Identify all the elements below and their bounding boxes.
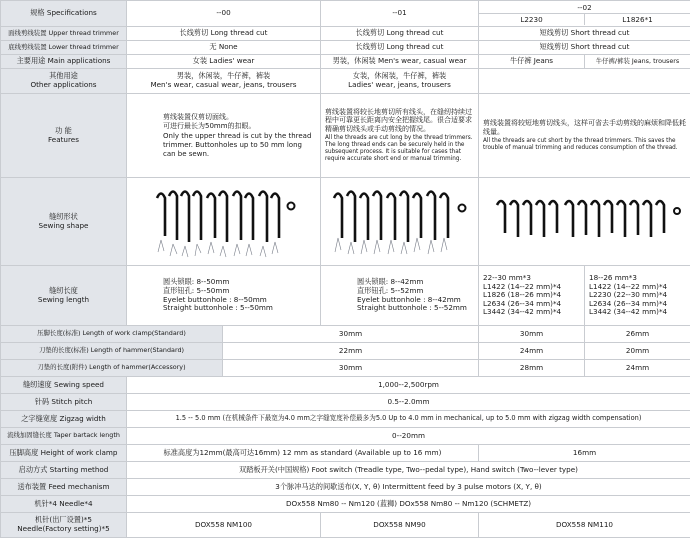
sewing-shape-01: [321, 178, 479, 266]
main-app-02b: 牛仔裤/裤装 Jeans, trousers: [585, 55, 690, 69]
other-app-01-en: Ladies' wear, jeans, trousers: [348, 80, 451, 89]
lower-trimmer-label: 底线剪线装置 Lower thread trimmer: [1, 41, 127, 55]
sewing-length-00: [127, 266, 321, 326]
sewing-length-02a-line: L1826 (18--26 mm)*4: [483, 290, 562, 300]
sewing-length-02a-line: 22--30 mm*3: [483, 272, 531, 282]
features-00-zh1: 剪线装置仅剪切面线。: [163, 112, 233, 121]
sewing-length-02b-line: L2634 (26--34 mm)*4: [589, 298, 668, 308]
sewing-length-00-line: Straight buttonhole : 5--50mm: [163, 303, 273, 313]
needle-factory-label-zh: 机针(出厂设置)*5: [35, 515, 92, 525]
sewing-speed-value: 1,000--2,500rpm: [127, 377, 690, 394]
clamp-height-02: 16mm: [479, 445, 690, 462]
other-app-01: [321, 69, 479, 94]
needle-value: DOx558 Nm80 -- Nm120 (蓝狮) DOx558 Nm80 -- Nm120 (SCHMETZ): [127, 496, 690, 513]
other-app-02: [479, 69, 690, 94]
col-02-sub-l2230: L2230: [479, 14, 585, 25]
hammer-acc-label: 刀垫的长度(附件) Length of hammer(Accessory): [1, 360, 223, 377]
features-02-zh: 剪线装置将较短地剪切线头，这样可省去手动剪线的麻烦和降低耗线量。: [483, 119, 686, 136]
sewing-length-02a: [479, 266, 585, 326]
sewing-length-02b: [585, 266, 690, 326]
hammer-std-02b: 20mm: [585, 343, 690, 360]
other-app-00: [127, 69, 321, 94]
row-clamp-height: [1, 445, 690, 462]
sewing-length-00-line: 圆头锁眼: 8--50mm: [163, 277, 230, 287]
hammer-acc-02a: 28mm: [479, 360, 585, 377]
features-label: [1, 94, 127, 178]
features-00-zh2: 可进行最长为50mm的扣眼。: [163, 122, 256, 131]
buttonhole-shapes-02-icon: [485, 197, 685, 247]
sewing-shape-label: [1, 178, 127, 266]
col-02-sub-l1826: L1826*1: [622, 15, 653, 24]
sewing-speed-label: 缝纫速度 Sewing speed: [1, 377, 127, 394]
col-02-title: --02: [577, 3, 592, 12]
row-needle: [1, 496, 690, 513]
features-02: [479, 94, 690, 178]
clamp-std-02b: 26mm: [585, 326, 690, 343]
row-clamp-standard: [1, 326, 690, 343]
features-01-zh: 剪线装置将较长地剪切所有线头，在缝纫持续过程中可靠更长距离内安全把握线尾。很合适要求精确剪切线头或手动剪线的情况。: [325, 107, 472, 134]
other-app-00-zh: 男装，休闲装，牛仔裤，裤装: [176, 71, 271, 81]
sewing-shape-00: [127, 178, 321, 266]
needle-factory-label: [1, 513, 127, 538]
other-app-label-en: Other applications: [30, 80, 97, 89]
row-sewing-speed: [1, 377, 690, 394]
sewing-length-02a-line: L2634 (26--34 mm)*4: [483, 298, 562, 308]
row-stitch-pitch: [1, 394, 690, 411]
feed-label: 送布装置 Feed mechanism: [1, 479, 127, 496]
row-lower-trimmer: [1, 41, 690, 55]
features-02-en: All the threads are cut short by the thread trimmers. This saves the trouble of manual trimming and reduces consumption of the thread.: [483, 137, 678, 151]
header-label: 规格 Specifications: [1, 1, 127, 27]
needle-factory-label-en: Needle(Factory setting)*5: [17, 524, 110, 533]
row-features: [1, 94, 690, 178]
zigzag-label: 之字缝宽度 Zigzag width: [1, 411, 127, 428]
upper-trimmer-00: 长线剪切 Long thread cut: [127, 27, 321, 41]
zigzag-value: 1.5 -- 5.0 mm (在机械条件下最宽为4.0 mm之字缝宽度补偿最多为5.0 Up to 4.0 mm in mechanical, up to 5.0 mm with zigzag width compensation): [127, 411, 690, 428]
main-app-01: 男装，休闲装 Men's wear, casual wear: [321, 55, 479, 69]
header-row: [1, 1, 690, 27]
other-app-00-en: Men's wear, casual wear, jeans, trousers: [150, 80, 297, 89]
lower-trimmer-00: 无 None: [127, 41, 321, 55]
sewing-length-02b-line: L3442 (34--42 mm)*4: [589, 307, 668, 317]
sewing-shape-label-en: Sewing shape: [38, 220, 89, 230]
features-00-en: Only the upper thread is cut by the thread trimmer. Buttonholes up to 50 mm long can be sewn.: [163, 132, 312, 158]
sewing-length-00-line: 直形钮孔: 5--50mm: [163, 285, 230, 295]
sewing-length-02b-line: 18--26 mm*3: [589, 272, 637, 282]
sewing-length-01: [321, 266, 479, 326]
clamp-height-label: 压脚高度 Height of work clamp: [1, 445, 127, 462]
sewing-shape-02: [479, 178, 690, 266]
row-sewing-shape: [1, 178, 690, 266]
main-app-02a: 牛仔裤 Jeans: [479, 55, 585, 69]
hammer-std-label: 刀垫的长度(标准) Length of hammer(Standard): [1, 343, 223, 360]
needle-factory-01: DOX558 NM90: [321, 513, 479, 538]
needle-factory-00: DOX558 NM100: [127, 513, 321, 538]
clamp-std-label: 压脚长度(标准) Length of work clamp(Standard): [1, 326, 223, 343]
col-02-header: [479, 1, 690, 27]
row-sewing-length: [1, 266, 690, 326]
sewing-length-02a-line: L3442 (34--42 mm)*4: [483, 307, 562, 317]
stitch-pitch-value: 0.5--2.0mm: [127, 394, 690, 411]
col-00-header: --00: [127, 1, 321, 27]
features-label-zh: 功 能: [55, 125, 72, 135]
features-01: [321, 94, 479, 178]
needle-label: 机针*4 Needle*4: [1, 496, 127, 513]
sewing-length-01-line: 直形钮孔: 5--52mm: [357, 285, 424, 295]
sewing-length-02b-line: L2230 (22--30 mm)*4: [589, 290, 668, 300]
row-upper-trimmer: [1, 27, 690, 41]
starting-value: 双踏板开关(中国规格) Foot switch (Treadle type, Two--pedal type), Hand switch (Two--lever type): [127, 462, 690, 479]
sewing-length-01-line: Eyelet buttonhole : 8--42mm: [357, 294, 461, 304]
buttonhole-shapes-00-icon: [149, 182, 299, 262]
sewing-length-01-line: 圆头锁眼: 8--42mm: [357, 277, 424, 287]
other-app-label: [1, 69, 127, 94]
col-01-header: --01: [321, 1, 479, 27]
sewing-length-label-en: Sewing length: [37, 294, 90, 304]
features-00: [127, 94, 321, 178]
hammer-acc-0001: 30mm: [223, 360, 479, 377]
lower-trimmer-02: 短线剪切 Short thread cut: [479, 41, 690, 55]
row-needle-factory: [1, 513, 690, 538]
row-starting-method: [1, 462, 690, 479]
row-hammer-standard: [1, 343, 690, 360]
sewing-shape-label-zh: 缝纫形状: [49, 211, 78, 221]
row-feed-mechanism: [1, 479, 690, 496]
hammer-acc-02b: 24mm: [585, 360, 690, 377]
hammer-std-02a: 24mm: [479, 343, 585, 360]
stitch-pitch-label: 针码 Stitch pitch: [1, 394, 127, 411]
sewing-length-00-line: Eyelet buttonhole : 8--50mm: [163, 294, 267, 304]
clamp-std-0001: 30mm: [223, 326, 479, 343]
needle-factory-02: DOX558 NM110: [479, 513, 690, 538]
row-hammer-accessory: [1, 360, 690, 377]
upper-trimmer-01: 长线剪切 Long thread cut: [321, 27, 479, 41]
other-app-01-zh: 女装，休闲装，牛仔裤，裤装: [352, 71, 447, 81]
taper-label: 流线加固缝长度 Taper bartack length: [1, 428, 127, 445]
sewing-length-label-zh: 缝纫长度: [49, 285, 78, 295]
upper-trimmer-02: 短线剪切 Short thread cut: [479, 27, 690, 41]
sewing-length-02a-line: L1422 (14--22 mm)*4: [483, 281, 562, 291]
clamp-std-02a: 30mm: [479, 326, 585, 343]
features-label-en: Features: [48, 134, 79, 144]
sewing-length-label: [1, 266, 127, 326]
row-other-applications: [1, 69, 690, 94]
hammer-std-0001: 22mm: [223, 343, 479, 360]
buttonhole-shapes-01-icon: [326, 182, 474, 262]
feed-value: 3个脉冲马达的间歇送布(X, Y, θ) Intermittent feed by 3 pulse motors (X, Y, θ): [127, 479, 690, 496]
sewing-length-02b-line: L1422 (14--22 mm)*4: [589, 281, 668, 291]
upper-trimmer-label: 面线剪线装置 Upper thread trimmer: [1, 27, 127, 41]
features-01-en: All the threads are cut long by the thread trimmers. The long thread ends can be securely held in the subsequent process. It is suitable for cases that require accurate short end or manual trimming.: [325, 134, 473, 163]
main-app-label: 主要用途 Main applications: [1, 55, 127, 69]
other-app-label-zh: 其他用途: [49, 71, 78, 81]
taper-value: 0--20mm: [127, 428, 690, 445]
lower-trimmer-01: 长线剪切 Long thread cut: [321, 41, 479, 55]
row-zigzag: [1, 411, 690, 428]
row-taper-bartack: [1, 428, 690, 445]
main-app-00: 女装 Ladies' wear: [127, 55, 321, 69]
clamp-height-0001: 标准高度为12mm(最高可达16mm) 12 mm as standard (Available up to 16 mm): [127, 445, 479, 462]
sewing-length-01-line: Straight buttonhole : 5--52mm: [357, 303, 467, 313]
starting-label: 启动方式 Starting method: [1, 462, 127, 479]
row-main-applications: [1, 55, 690, 69]
